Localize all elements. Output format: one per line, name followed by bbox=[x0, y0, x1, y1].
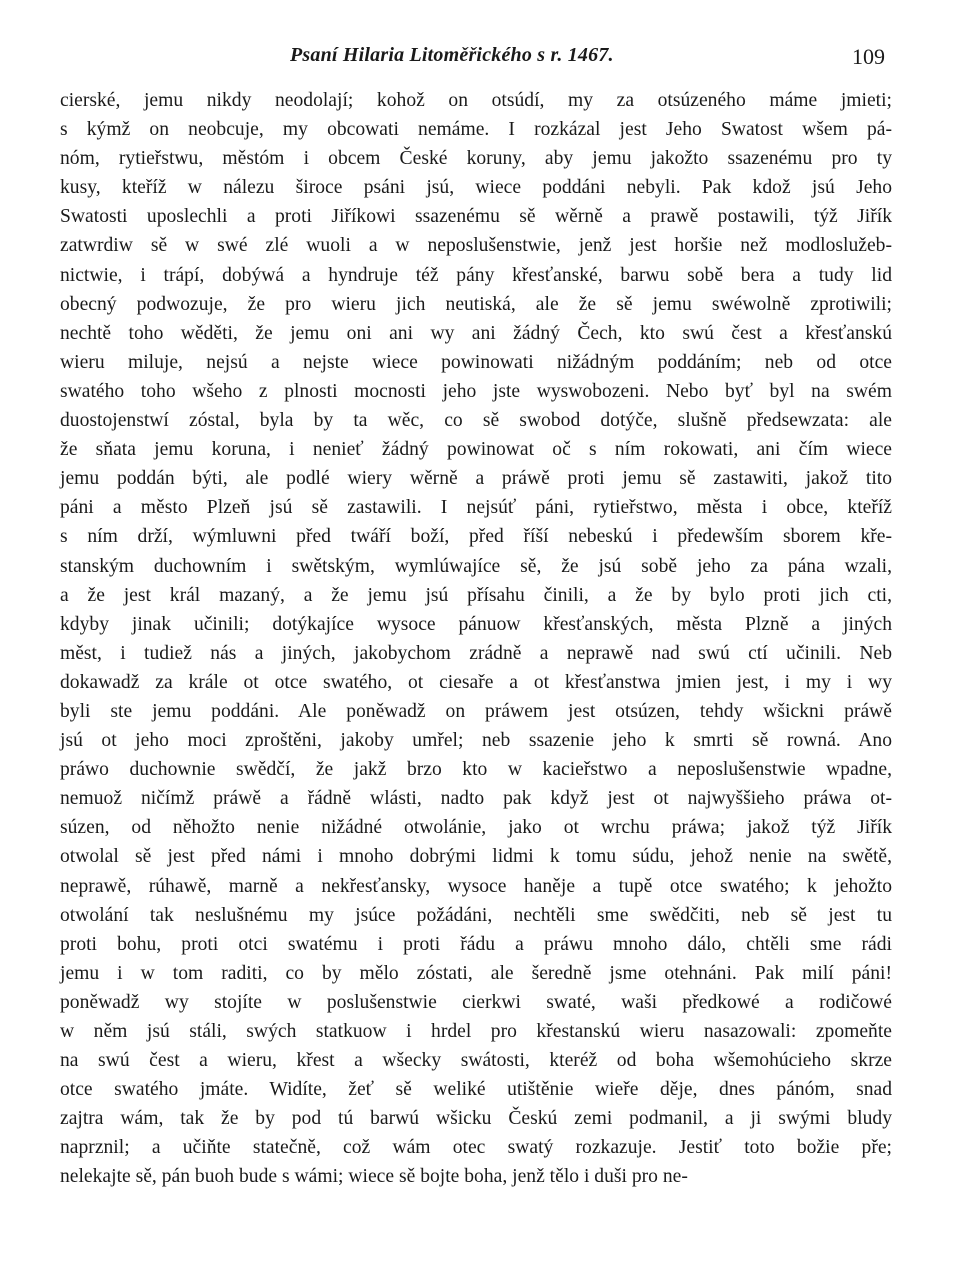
text-line: práwo duchownie swědčí, že jakž brzo kto w kacieřstwo a neposlušenstwie wpadne, bbox=[60, 759, 892, 781]
text-line: nictwie, i trápí, dobýwá a hyndruje též pány křesťanské, barwu sobě bera a tudy lid bbox=[60, 264, 892, 286]
text-line: cierské, jemu nikdy neodolají; kohož on otsúdí, my za otsúzeného máme jmieti; bbox=[60, 90, 892, 111]
text-line: wieru miluje, nejsú a nejste wiece powinowati nižádným poddáním; neb od otce bbox=[60, 351, 892, 373]
text-line: proti bohu, proti otci swatému i proti řádu a práwu mnoho dálo, chtěli sme rádi bbox=[60, 933, 892, 955]
text-line: otwolal sě jest před námi i mnoho dobrými lidmi k tomu súdu, jehož nenie na swětě, bbox=[60, 846, 892, 868]
text-line: obecný podwozuje, že pro wieru jich neutiská, ale že sě jemu swéwolně zprotiwili; bbox=[60, 293, 892, 315]
text-line: na swú čest a wieru, křest a wšecky swátosti, kteréž od boha wšemohúcieho skrze bbox=[60, 1050, 892, 1072]
text-line: w něm jsú stáli, swých statkuow i hrdel pro křestanskú wieru nasazowali: zpomeňte bbox=[60, 1021, 892, 1042]
text-line: a že jest král mazaný, a že jemu jsú přísahu činili, a že by bylo proti jich cti, bbox=[60, 584, 892, 606]
text-line: že sňata jemu koruna, i nenieť žádný powinowat oč s ním rokowati, ani čím wiece bbox=[60, 439, 892, 461]
text-line: naprznil; a učiňte statečně, což wám otec swatý rozkazuje. Jestiť toto božie pře; bbox=[60, 1137, 892, 1159]
text-line: neprawě, rúhawě, marně a nekřesťansky, wysoce haněje a tupě otce swatého; k jehožto bbox=[60, 875, 892, 897]
text-line: otce swatého jmáte. Widíte, žeť sě weliké utištěnie wieře děje, dnes pánóm, snad bbox=[60, 1079, 892, 1101]
running-title: Psaní Hilaria Litoměřického s r. 1467. bbox=[290, 44, 614, 66]
text-line: jemu poddán býti, ale podlé wiery wěrně a práwě proti jemu sě zastawiti, jakož tito bbox=[60, 468, 892, 490]
text-line: byli ste jemu poddáni. Ale poněwadž on práwem jest otsúzen, tehdy wšickni práwě bbox=[60, 700, 892, 722]
text-line: dokawadž za krále ot otce swatého, ot ciesaře a ot křesťanstwa jmien jest, i my i wy bbox=[60, 671, 892, 693]
text-line: zajtra wám, tak že by pod tú barwú wšicku Českú zemi podmanil, a ji swými bludy bbox=[60, 1108, 892, 1130]
text-line: měst, i tudiež nás a jiných, jakobychom zrádně a neprawě nad swú ctí učinili. Neb bbox=[60, 642, 892, 664]
body-text bbox=[60, 86, 892, 1192]
text-line: duostojenstwí zóstal, byla by ta wěc, co sě swobod dotýče, slušně předsewzata: ale bbox=[60, 410, 892, 432]
text-line: kdyby jinak učinili; dotýkajíce wysoce pánuow křesťanských, města Plzně a jiných bbox=[60, 613, 892, 635]
text-line: s ním drží, wýmluwni před twáří boží, před říší nebeskú i předewším sborem kře- bbox=[60, 526, 892, 548]
text-line: otwolání tak neslušnému my jsúce požádáni, nechtěli sme swědčiti, neb sě jest tu bbox=[60, 904, 892, 926]
text-line: Swatosti uposlechli a proti Jiříkowi ssazenému sě wěrně a prawě postawili, týž Jiřík bbox=[60, 206, 892, 228]
text-line: nóm, rytieřstwu, městóm i obcem České koruny, aby jemu jakožto ssazenému pro ty bbox=[60, 148, 892, 170]
page-number: 109 bbox=[852, 44, 885, 69]
text-line: kusy, kteříž w nálezu široce psáni jsú, wiece poddáni nebyli. Pak kdož jsú Jeho bbox=[60, 177, 892, 199]
text-line: stanským duchowním i swětským, wymlúwajíce sě, že jsú sobě jeho za pána wzali, bbox=[60, 555, 892, 577]
text-line: nemuož ničímž práwě a řádně wlásti, nadto pak když jest ot najwyššieho práwa ot- bbox=[60, 788, 892, 810]
text-line: swatého toho wšeho z plnosti mocnosti jeho jste wyswobozeni. Nebo byť byl na swém bbox=[60, 380, 892, 402]
text-line: jsú ot jeho moci zproštěni, jakoby umřel; neb ssazenie jeho k smrti sě rowná. Ano bbox=[60, 730, 892, 752]
text-line: nechtě toho wěděti, že jemu oni ani wy ani žádný Čech, kto swú čest a křesťanskú bbox=[60, 322, 892, 344]
text-line: s kýmž on neobcuje, my obcowati nemáme. I rozkázal jest Jeho Swatost wšem pá- bbox=[60, 119, 892, 141]
text-line: súzen, od něhožto nenie nižádné otwolánie, jako ot wrchu práwa; jakož týž Jiřík bbox=[60, 817, 892, 839]
text-line: páni a město Plzeň jsú sě zastawili. I nejsúť páni, rytieřstwo, města i obce, kteříž bbox=[60, 497, 892, 519]
text-line: jemu i w tom raditi, co by mělo zóstati, ale šeredně jsme otehnáni. Pak milí páni! bbox=[60, 962, 892, 984]
text-line: nelekajte sě, pán buoh bude s wámi; wiece sě bojte boha, jenž tělo i duši pro ne- bbox=[60, 1166, 688, 1188]
text-line: zatwrdiw sě w swé zlé wuoli a w neposlušenstwie, jenž jest horšie než modloslužeb- bbox=[60, 235, 892, 257]
text-line: poněwadž wy stojíte w poslušenstwie cierkwi swaté, waši předkowé a rodičowé bbox=[60, 991, 892, 1013]
